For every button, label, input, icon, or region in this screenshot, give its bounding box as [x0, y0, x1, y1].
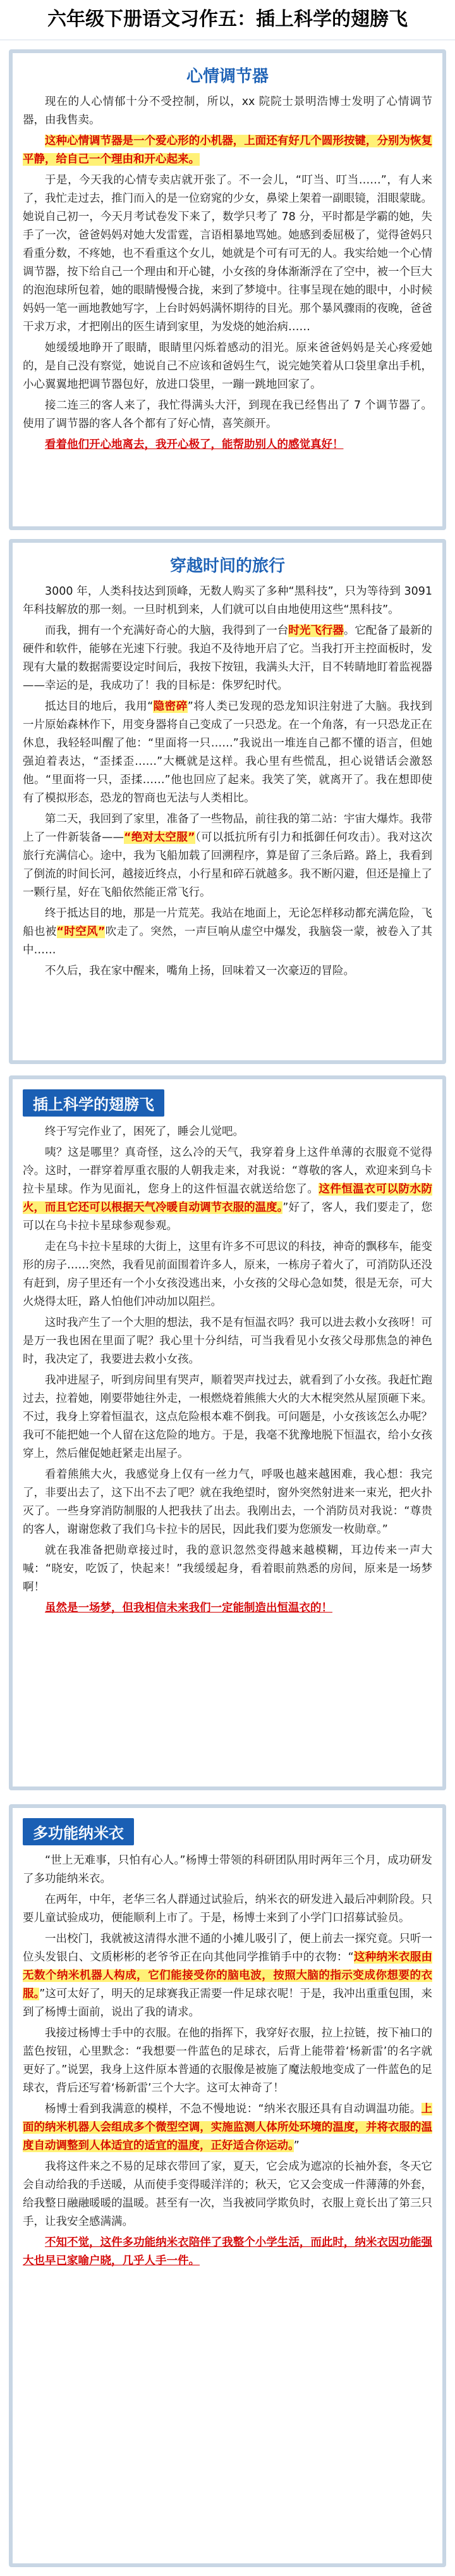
- paragraph: [23, 339, 432, 394]
- highlighted-text: 这件恒温衣可以防水防火，而且它还可以根据天气冷暖自动调节衣服的温度。: [23, 1183, 433, 1214]
- text-run: 杨博士看到我满意的模样，不急不慢地说：“纳米衣服还具有自动调温功能。: [45, 2103, 422, 2115]
- paragraph: [23, 1466, 432, 1539]
- text-run: 现在的人心情郁十分不受控制，所以，xx 院院士景明浩博士发明了心情调节器，由我售卖。: [23, 96, 432, 127]
- highlighted-text: 上面的纳米机器人会组成多个微型空调，实施监测人体所处环境的温度，并将衣服的温度自动调整到人体适宜的适宜的温度，正好适合你运动。: [23, 2103, 432, 2152]
- essay-body: [23, 1852, 432, 2270]
- paragraph: [23, 397, 432, 433]
- highlighted-text: “时空风”: [56, 926, 106, 938]
- paragraph: [23, 1930, 432, 2022]
- text-run: 走在乌卡拉卡星球的大街上，这里有许多不可思议的科技，神奇的飘移车，能变形的房子……突然，我看见前面围着许多人，原来，一栋房子着火了，可消防队还没有赶到，房子里还有一个小女孩没逃出来，小女孩的父母心急如焚，很是无奈，可大火烧得太旺，路人怕他们冲动加以阻拦。: [23, 1241, 432, 1308]
- paragraph: [23, 436, 432, 454]
- highlighted-text: 不知不觉，这件多功能纳米衣陪伴了我整个小学生活，而此时，纳米衣因功能强大也早已家喻户晓，几乎人手一件。: [23, 2236, 432, 2267]
- paragraph: [23, 810, 432, 902]
- text-run: 我将这件来之不易的足球衣带回了家，夏天，它会成为遮凉的长袖外套，冬天它会自动给我的手送暖，从而使手变得暖洋洋的；秋天，它又会变成一件薄薄的外套，给我整日融融暖暖的温暖。甚至有一次，当我被同学欺负时，衣服上竟长出了第三只手，让我安全感满满。: [23, 2160, 432, 2228]
- text-run: 抵达目的地后，我用“: [45, 700, 154, 713]
- essay-card-1: [9, 49, 446, 530]
- paragraph: [23, 93, 432, 130]
- essay-body: [23, 1123, 432, 1618]
- highlighted-text: 时光飞行器: [288, 624, 344, 637]
- text-run: 接二连三的客人来了，我忙得满头大汗，到现在我已经售出了 7 个调节器了。使用了调节器的客人各个都有了好心情，喜笑颜开。: [23, 399, 432, 430]
- highlighted-text: 这种纳米衣服由无数个纳米机器人构成，它们能接受你的脑电波，按照大脑的指示变成你想要的衣服。: [23, 1951, 433, 2000]
- text-run: 终于写完作业了，困死了，睡会儿觉吧。: [45, 1125, 244, 1138]
- essay-title: 穿越时间的旅行: [169, 557, 285, 576]
- text-run: 不久后，我在家中醒来，嘴角上扬，回味着又一次豪迈的冒险。: [45, 965, 355, 977]
- essay-title: 心情调节器: [186, 67, 269, 86]
- text-run: 咦？这是哪里？真奇怪，这么冷的天气，我穿着身上这件单薄的衣服竟不觉得冷。这时，一群穿着厚重衣服的人朝我走来，对我说：“尊敬的客人，欢迎来到乌卡拉卡星球。作为见面礼，您身上的这件恒温衣就送给您了。: [23, 1146, 432, 1196]
- text-run: 。它配备了最新的硬件和软件，能够在光速下行驶。我迫不及待地开启了它。当我打开主控面板时，发现有大量的数据需要设定时间后，我按下按钮，我满头大汗，目不转睛地盯着监视器——幸运的是，我成功了！我的目标是：侏罗纪时代。: [23, 624, 433, 692]
- text-run: 我接过杨博士手中的衣服。在他的指挥下，我穿好衣服，拉上拉链，按下袖口的蓝色按钮，心里默念：“我想要一件蓝色的足球衣，后背上能带着‘杨新雷’的名字就更好了。”说罢，我身上这件原本普通的衣服像是被施了魔法般地变成了一件蓝色的足球衣，背后还写着‘杨新雷’三个大字。这可太神奇了！: [23, 2027, 432, 2095]
- paragraph: [23, 132, 432, 169]
- paragraph: [23, 962, 432, 981]
- paragraph: [23, 2024, 432, 2098]
- highlighted-text: 虽然是一场梦，但我相信未来我们一定能制造出恒温衣的！: [45, 1602, 332, 1614]
- paragraph: [23, 622, 432, 695]
- paragraph: [23, 698, 432, 808]
- text-run: 她缓缓地睁开了眼睛，眼睛里闪烁着感动的泪光。原来爸爸妈妈是关心疼爱她的，是自己没有察觉，她说自己不应该和爸妈生气，说完她笑着从口袋里拿出手机，小心翼翼地把调节器包好，放进口袋里，一蹦一跳地回家了。: [23, 342, 432, 391]
- paragraph: [23, 1314, 432, 1369]
- text-run: 就在我准备把勋章接过时，我的意识忽然变得越来越模糊，耳边传来一声大喊：“晓安，吃饭了，快起来！”我缓缓起身，看着眼前熟悉的房间，原来是一场梦啊！: [23, 1544, 432, 1594]
- text-run: 于是，今天我的心情专卖店就开张了。不一会儿，“叮当、叮当……”，有人来了，我忙走过去，推门而入的是一位窈窕的少女，鼻梁上架着一副眼镜，泪眼蒙眬。她说自己初一，今天月考试卷发下来了，数学只考了 78 分，平时都是学霸的她，失手了一次，爸爸妈妈对她大发雷霆，言语相暴地骂她。她感到委屈极了，觉得爸妈只看重分数，不疼她，也不看重这个女儿，她就是个可有可无的人。我实给她一个心情调节器，按下给自己一个理由和开心键，小女孩的身体渐渐浮在了空中，被一个巨大的泡泡球所包着，她的眼睛慢慢合拢，来到了梦境中。往事呈现在她的眼中，小时候妈妈一笔一画地教她写字，上台时妈妈满怀期待的目光。那个暴风骤雨的夜晚，爸爸干求万求，才把刚出的医生请到家里，为发烧的她治病……: [23, 174, 432, 333]
- text-run: 这时我产生了一个大胆的想法，我不是有恒温衣吗？我可以进去救小女孩呀！可是万一我也困在里面了呢？我心里十分纠结，可当我看见小女孩父母那焦急的神色时，我决定了，我要进去救小女孩。: [23, 1316, 432, 1366]
- paragraph: [23, 171, 432, 337]
- paragraph: [23, 583, 432, 619]
- text-run: ”好了，客人，我们要走了，您可以在乌卡拉卡星球参观参观。: [23, 1201, 433, 1232]
- paragraph: [23, 905, 432, 960]
- highlighted-text: “绝对太空服”: [124, 831, 195, 844]
- text-run: 吹走了。突然，一声巨响从虚空中爆发，我脑袋一蒙，被卷入了其中……: [23, 926, 432, 957]
- text-run: 终于抵达目的地，那是一片荒芜。我站在地面上，无论怎样移动都充满危险，飞船也被: [23, 907, 432, 938]
- paragraph: [23, 1852, 432, 1888]
- essay-card-2: [9, 539, 446, 1064]
- highlighted-text: 看着他们开心地离去，我开心极了，能帮助别人的感觉真好！: [45, 438, 344, 451]
- page-title: 六年级下册语文习作五：插上科学的翅膀飞: [0, 0, 455, 40]
- paragraph: [23, 1144, 432, 1235]
- essay-card-3: [9, 1075, 446, 1790]
- text-run: 我冲进屋子，听到房间里有哭声，顺着哭声找过去，就看到了小女孩。我赶忙跑过去，拉着她，刚要带她往外走，一根燃烧着熊熊大火的大木棍突然从屋顶砸下来。不过，我身上穿着恒温衣，这点危险根本难不倒我。可问题是，小女孩该怎么办呢？我可不能把她一个人留在这危险的地方。于是，我毫不犹豫地脱下恒温衣，给小女孩穿上，然后催促她赶紧走出屋子。: [23, 1374, 432, 1460]
- text-run: ”这可太好了，明天的足球赛我正需要一件足球衣呢！于是，我冲出重重包围，来到了杨博士面前，说出了我的请求。: [23, 1988, 432, 2019]
- text-run: 看着熊熊大火，我感觉身上仅有一丝力气，呼吸也越来越困难，我心想：我完了，非要出去了，这下出不去了吧？就在我绝望时，窗外突然射进来一束光，把火扑灭了。一些身穿消防制服的人把我扶了出去。我刚出去，一个消防员对我说：“尊贵的客人，谢谢您救了我们乌卡拉卡的居民，因此我们要为您颁发一枚勋章。”: [23, 1468, 432, 1536]
- paragraph: [23, 2234, 432, 2270]
- text-run: ”将人类已发现的恐龙知识注射进了大脑。我找到一片原始森林作下，用变身器将自己变成了一只恐龙。在一个角落，有一只恐龙正在休息，我轻轻叫醒了他：“里面将一只……”我说出一堆连自己都不懂的语言，但她强迫着表达，“歪揉歪……”大概就是这样。我心里有些慌乱，担心说错话会激怒他。“里面将一只，歪揉……”他也回应了起来。我笑了笑，就离开了。我在想即使有了模拟形态，恐龙的智商也无法与人类相比。: [23, 700, 432, 805]
- paragraph: [23, 1891, 432, 1928]
- paragraph: [23, 1542, 432, 1597]
- paragraph: [23, 1599, 432, 1618]
- text-run: （可以抵抗所有引力和抵御任何攻击）。我对这次旅行充满信心。途中，我为飞船加载了回溯程序，算是留了三条后路。路上，我看到了倒流的时间长河，越接近终点，小行星和碎石就越多。我不断闪避，但还是撞上了一颗行星，好在飞船依然能正常飞行。: [23, 831, 433, 899]
- paragraph: [23, 2100, 432, 2155]
- highlighted-text: 这种心情调节器是一个爱心形的小机器，上面还有好几个圆形按键，分别为恢复平静，给自己一个理由和开心起来。: [23, 135, 432, 166]
- essay-card-4: [9, 1804, 446, 2567]
- text-run: “世上无难事，只怕有心人。”杨博士带领的科研团队用时两年三个月，成功研发了多功能纳米衣。: [23, 1854, 432, 1885]
- paragraph: [23, 1372, 432, 1463]
- essay-body: [23, 93, 432, 454]
- essay-body: [23, 583, 432, 981]
- essay-title: 插上科学的翅膀飞: [23, 1089, 164, 1117]
- text-run: 一出校门，我就被这清得水泄不通的小摊儿吸引了，便上前去一探究竟。只听一位头发银白、文质彬彬的老爷爷正在向其他同学推销手中的衣物：“: [23, 1933, 432, 1964]
- paragraph: [23, 2158, 432, 2231]
- paragraph: [23, 1123, 432, 1141]
- highlighted-text: 隐密碎: [153, 700, 188, 713]
- text-run: 第二天，我回到了家里，准备了一些物品，前往我的第二站：宇宙大爆炸。我带上了一件新装备——: [23, 813, 432, 844]
- text-run: 在两年，中年，老华三名人群通过试验后，纳米衣的研发进入最后冲刺阶段。只要儿童试验成功，便能顺利上市了。于是，杨博士来到了小学门口招募试验员。: [23, 1893, 432, 1924]
- essay-title: 多功能纳米衣: [23, 1818, 134, 1845]
- text-run: 而我，拥有一个充满好奇心的大脑，我得到了一台: [45, 624, 289, 637]
- paragraph: [23, 1238, 432, 1311]
- text-run: ”: [293, 2139, 300, 2152]
- text-run: 3000 年，人类科技达到顶峰，无数人购买了多种“黑科技”，只为等待到 3091 年科技解放的那一刻。一旦时机到来，人们就可以自由地使用这些“黑科技”。: [23, 585, 432, 616]
